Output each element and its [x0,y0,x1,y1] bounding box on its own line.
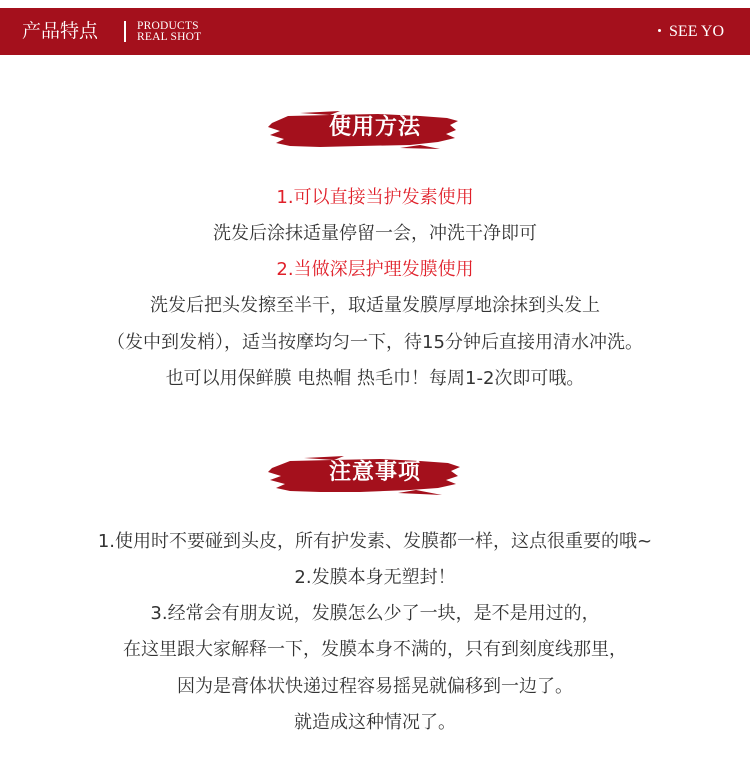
usage-line-6: 也可以用保鲜膜 电热帽 热毛巾！每周1-2次即可哦。 [165,368,585,389]
header-bar [0,8,750,55]
notes-line-6: 就造成这种情况了。 [294,712,456,733]
usage-line-2: 洗发后涂抹适量停留一会，冲洗干净即可 [213,223,537,244]
notes-line-2: 2.发膜本身无塑封！ [294,567,456,588]
notes-heading-text: 注意事项 [328,460,421,485]
bullet-dot-icon [658,29,661,32]
notes-line-3: 3.经常会有朋友说，发膜怎么少了一块，是不是用过的， [150,603,600,624]
usage-line-1: 1.可以直接当护发素使用 [276,187,474,208]
header-en-line-1: PRODUCTS [137,20,199,32]
notes-line-1: 1.使用时不要碰到头皮，所有护发素、发膜都一样，这点很重要的哦~ [97,531,653,552]
usage-heading-banner [0,105,750,153]
usage-line-3: 2.当做深层护理发膜使用 [276,259,474,280]
header-english-label [137,21,201,43]
notes-line-5: 因为是膏体状快递过程容易摇晃就偏移到一边了。 [177,676,573,697]
header-brand-label [658,22,724,42]
usage-heading-text: 使用方法 [328,115,421,140]
usage-line-4: 洗发后把头发擦至半干，取适量发膜厚厚地涂抹到头发上 [150,295,600,316]
header-en-line-2: REAL SHOT [137,31,202,43]
notes-line-4: 在这里跟大家解释一下，发膜本身不满的，只有到刻度线那里， [123,639,627,660]
usage-line-5: （发中到发梢），适当按摩均匀一下，待15分钟后直接用清水冲洗。 [107,332,643,353]
notes-heading-banner [0,450,750,498]
header-right-text: SEE YO [669,23,724,40]
header-title: 产品特点 [22,20,99,42]
header-divider [124,21,126,42]
